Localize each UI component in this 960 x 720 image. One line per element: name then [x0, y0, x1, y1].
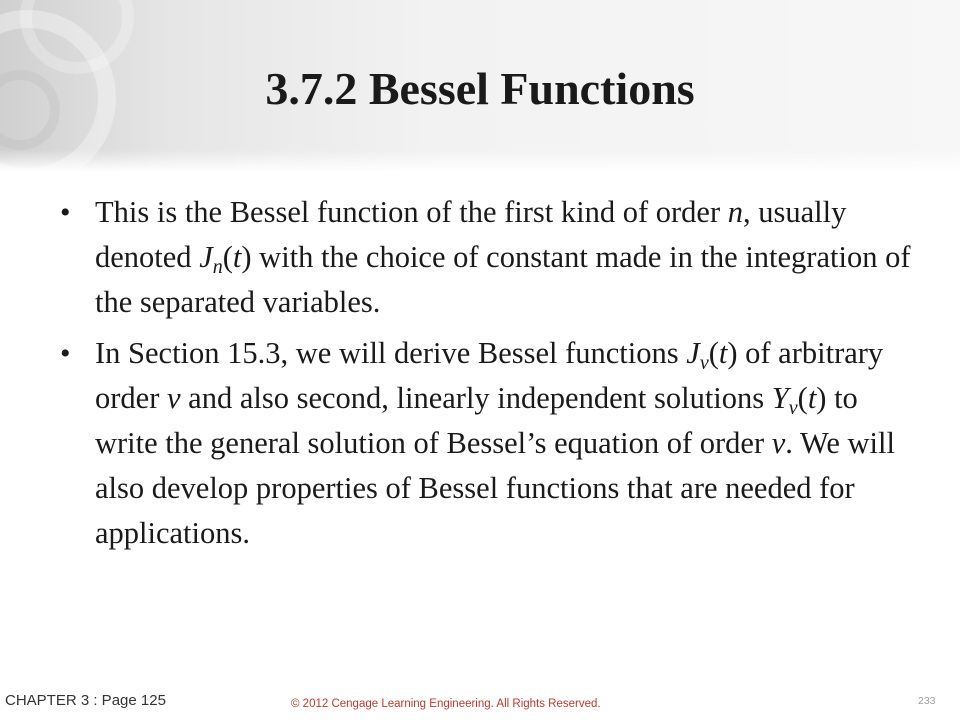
bullet-text: ( — [222, 240, 233, 274]
math-subscript: v — [788, 397, 798, 419]
bullet-marker: • — [60, 196, 71, 229]
bullet-text: , usually denoted — [95, 195, 847, 274]
header-fade — [0, 150, 960, 172]
bullet-item — [60, 190, 920, 325]
bullet-item — [60, 331, 920, 556]
bullet-list — [60, 190, 920, 562]
math-variable: Y — [771, 381, 789, 415]
copyright-notice: © 2012 Cengage Learning Engineering. All Rights Reserved. — [291, 698, 601, 710]
math-variable: v — [771, 426, 786, 460]
bullet-text: This is the Bessel function of the first kind of order — [95, 195, 728, 229]
math-variable: t — [232, 240, 242, 274]
math-subscript: v — [699, 352, 709, 374]
chapter-page-label: CHAPTER 3 : Page 125 — [5, 692, 166, 709]
math-variable: J — [199, 240, 213, 274]
math-subscript: n — [212, 256, 223, 278]
math-variable: J — [686, 336, 700, 370]
bullet-text: ( — [797, 381, 808, 415]
math-variable: n — [727, 195, 744, 229]
bullet-text: and also second, linearly independent solutions — [180, 381, 772, 415]
math-variable: v — [166, 381, 181, 415]
math-variable: t — [718, 336, 728, 370]
bullet-marker: • — [60, 337, 71, 370]
bullet-text: ) with the choice of constant made in the integration of the separated variables. — [95, 240, 911, 319]
bullet-text: ( — [708, 336, 719, 370]
slide-title: 3.7.2 Bessel Functions — [265, 63, 695, 114]
bullet-text: ) to write the general solution of Bessel’s equation of order — [95, 381, 858, 460]
bullet-text: ) of arbitrary order — [95, 336, 884, 415]
bullet-text: In Section 15.3, we will derive Bessel functions — [95, 336, 687, 370]
slide-number: 233 — [918, 695, 936, 707]
math-variable: t — [807, 381, 817, 415]
bullet-text: . We will also develop properties of Bessel functions that are needed for applications. — [95, 426, 895, 550]
